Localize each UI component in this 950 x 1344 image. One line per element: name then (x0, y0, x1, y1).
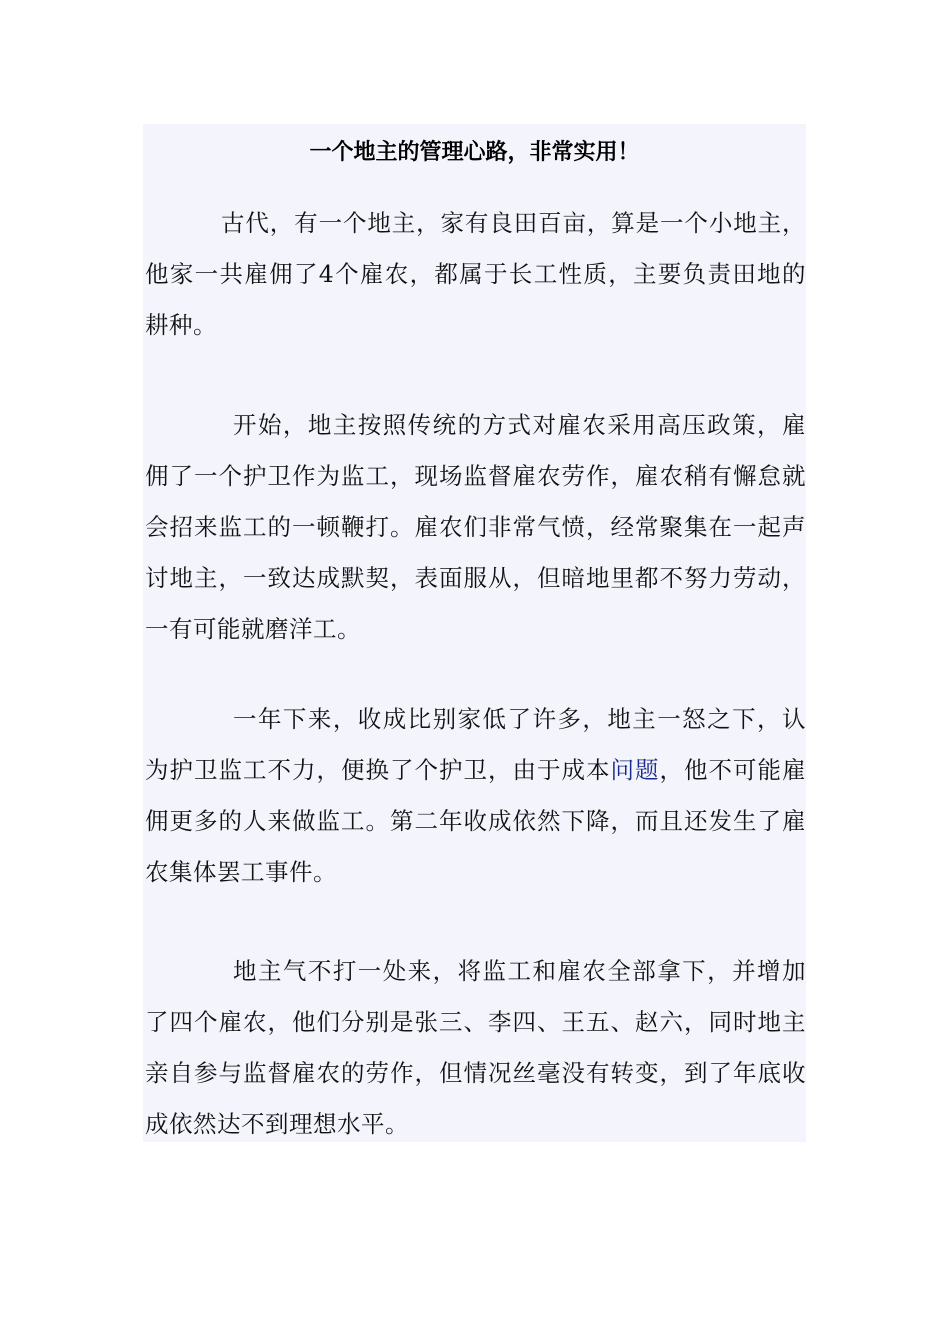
paragraph-2: 开始，地主按照传统的方式对雇农采用高压政策，雇佣了一个护卫作为监工，现场监督雇农劳作，雇农稍有懈怠就会招来监工的一顿鞭打。雇农们非常气愤，经常聚集在一起声讨地主，一致达成默契，表面服从，但暗地里都不努力劳动，一有可能就磨洋工。 (145, 411, 806, 643)
paragraph-3 (145, 694, 806, 898)
article-block (143, 124, 806, 1142)
article-title: 一个地主的管理心路，非常实用！ (309, 140, 640, 165)
paragraph-1: 古代，有一个地主，家有良田百亩，算是一个小地主，他家一共雇佣了4个雇农，都属于长工性质，主要负责田地的耕种。 (145, 209, 806, 339)
paragraph-3-text-before: 一年下来，收成比别家低了许多，地主一怒之下，认为护卫监工不力，便换了个护卫，由于成本 (145, 705, 806, 784)
paragraph-4: 地主气不打一处来，将监工和雇农全部拿下，并增加了四个雇农，他们分别是张三、李四、王五、赵六，同时地主亲自参与监督雇农的劳作，但情况丝毫没有转变，到了年底收成依然达不到理想水平。 (145, 957, 806, 1138)
paragraph-3-text-after: ，他不可能雇佣更多的人来做监工。第二年收成依然下降，而且还发生了雇农集体罢工事件。 (145, 756, 806, 886)
keyword-link[interactable]: 问题 (610, 756, 660, 784)
